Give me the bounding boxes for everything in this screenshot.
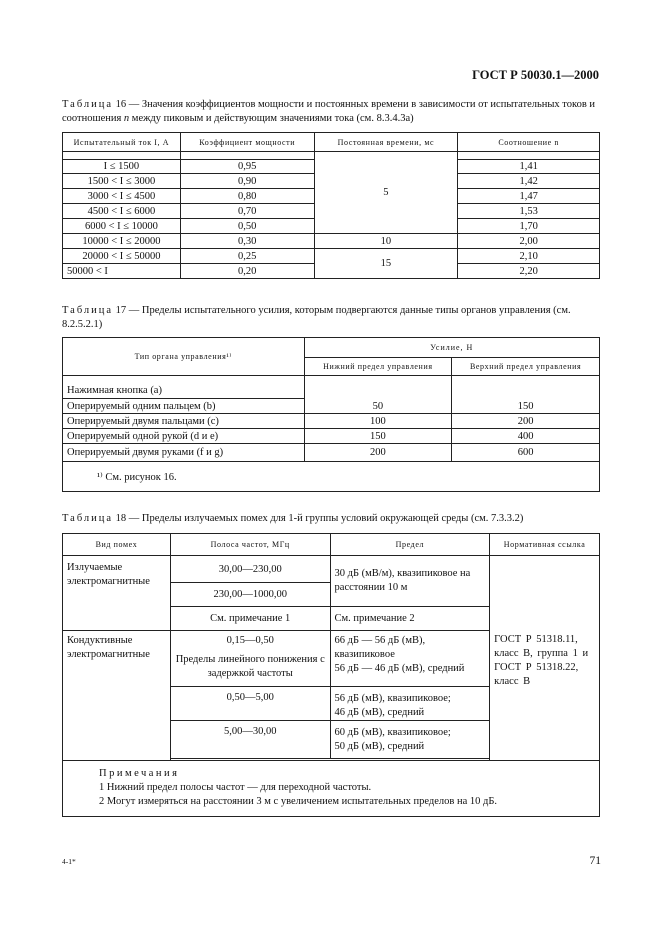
cell-band: 0,50—5,00 [170, 687, 330, 721]
col-header-upper-limit: Верхний предел управления [452, 358, 600, 376]
cell-lower: 100 [304, 414, 452, 429]
col-header-power-factor: Коэффициент мощности [180, 133, 314, 152]
col-header-limit: Предел [330, 534, 490, 556]
caption-number: 18 [115, 513, 127, 524]
cell-pf: 0,20 [180, 264, 314, 279]
time-constant-15: 15 [314, 249, 458, 279]
cell-reference: ГОСТ Р 51318.11, класс В, группа 1 и ГОСТ Р 51318.22, класс В [490, 556, 600, 761]
cell-pf: 0,25 [180, 249, 314, 264]
cell-lower: 150 [304, 429, 452, 444]
cell-current: 20000 < I ≤ 50000 [63, 249, 181, 264]
cell-lower: 50 [304, 376, 452, 414]
cell-radiated-limit: 30 дБ (мВ/м), квазипиковое на расстоянии 10 м [330, 556, 490, 607]
cell-pf: 0,70 [180, 204, 314, 219]
band-range: 0,15—0,50 [226, 635, 274, 646]
table-row [63, 429, 600, 444]
col-header-interference-type: Вид помех [63, 534, 171, 556]
table17 [62, 337, 600, 492]
col-header-reference: Нормативная ссылка [490, 534, 600, 556]
col-header-current: Испытательный ток I, А [63, 133, 181, 152]
cell-band: 230,00—1000,00 [170, 583, 330, 607]
col-header-control-type: Тип органа управления¹⁾ [63, 338, 305, 376]
cell-ratio: 1,53 [458, 204, 600, 219]
cell-control-type: Оперируемый одним пальцем (b) [63, 399, 305, 414]
cell-pf: 0,95 [180, 160, 314, 174]
caption-text: — Пределы испытательного усилия, которым подвергаются данные типы органов управления (см. 8.2.5.2.1) [62, 305, 571, 330]
cell-current: I ≤ 1500 [63, 160, 181, 174]
col-header-force: Усилие, Н [304, 338, 599, 358]
cell-upper: 200 [452, 414, 600, 429]
cell-band: 5,00—30,00 [170, 721, 330, 759]
band-extra: Пределы линейного понижения с задержкой частоты [175, 654, 325, 679]
caption-number: 17 [115, 305, 127, 316]
cell-ratio: 2,00 [458, 234, 600, 249]
cell-current: 50000 < I [63, 264, 181, 279]
table18-caption [62, 512, 602, 526]
cell-current: 6000 < I ≤ 10000 [63, 219, 181, 234]
cell-ratio: 1,41 [458, 160, 600, 174]
cell-upper: 150 [452, 376, 600, 414]
table18-notes [63, 761, 600, 817]
cell-ratio: 1,42 [458, 174, 600, 189]
cell-current: 1500 < I ≤ 3000 [63, 174, 181, 189]
document-code: ГОСТ Р 50030.1—2000 [472, 68, 599, 82]
caption-text: — Значения коэффициентов мощности и постоянных времени в зависимости от испытательных токов и соотношения [62, 99, 596, 124]
caption-tail: между пиковым и действующим значениями тока (см. 8.3.4.3а) [129, 113, 414, 124]
cell-control-type: Оперируемый одной рукой (d и e) [63, 429, 305, 444]
caption-label: Таблица [62, 305, 114, 316]
time-constant-10: 10 [314, 234, 458, 249]
cell-limit: 56 дБ (мВ), квазипиковое; 46 дБ (мВ), средний [330, 687, 490, 721]
cell-ratio: 2,10 [458, 249, 600, 264]
col-header-lower-limit: Нижний предел управления [304, 358, 452, 376]
cell-pf: 0,90 [180, 174, 314, 189]
cell-upper: 400 [452, 429, 600, 444]
cell-radiated-type: Излучаемые электромагнитные [63, 556, 171, 631]
table-row [63, 414, 600, 429]
cell-band [170, 631, 330, 687]
table16 [62, 132, 600, 279]
table17-footnote: ¹⁾ См. рисунок 16. [63, 462, 600, 492]
note-1: 1 Нижний предел полосы частот — для переходной частоты. [99, 782, 372, 793]
cell-limit: 60 дБ (мВ), квазипиковое; 50 дБ (мВ), средний [330, 721, 490, 759]
table-row [63, 444, 600, 462]
note-2: 2 Могут измеряться на расстоянии 3 м с увеличением испытательных пределов на 10 дБ. [99, 796, 497, 807]
cell-control-type: Оперируемый двумя руками (f и g) [63, 444, 305, 462]
cell-ratio: 1,47 [458, 189, 600, 204]
table17-caption [62, 304, 602, 332]
cell-control-type [63, 384, 305, 399]
caption-label: Таблица [62, 99, 114, 110]
cell-ratio: 2,20 [458, 264, 600, 279]
cell-upper: 600 [452, 444, 600, 462]
cell-conducted-type: Кондуктивные электромагнитные [63, 631, 171, 761]
caption-label: Таблица [62, 513, 114, 524]
cell-current: 10000 < I ≤ 20000 [63, 234, 181, 249]
table16-caption [62, 98, 602, 126]
caption-number: 16 [115, 99, 127, 110]
time-constant-5: 5 [314, 152, 458, 234]
page-mark: 4-1* [62, 857, 76, 866]
table-row [63, 234, 600, 249]
table-row [63, 249, 600, 264]
page-number: 71 [589, 855, 601, 867]
caption-text: — Пределы излучаемых помех для 1-й группы условий окружающей среды (см. 7.3.3.2) [126, 513, 524, 524]
cell-pf: 0,80 [180, 189, 314, 204]
cell-band: 30,00—230,00 [170, 556, 330, 583]
cell-control-type: Оперируемый двумя пальцами (c) [63, 414, 305, 429]
cell-current: 3000 < I ≤ 4500 [63, 189, 181, 204]
col-header-frequency-band: Полоса частот, МГц [170, 534, 330, 556]
caption-n: n [123, 113, 130, 124]
cell-lower: 200 [304, 444, 452, 462]
cell-current: 4500 < I ≤ 6000 [63, 204, 181, 219]
cell-pf: 0,30 [180, 234, 314, 249]
table-row [63, 556, 600, 583]
col-header-ratio: Соотношение n [458, 133, 600, 152]
cell-band-note: См. примечание 1 [170, 607, 330, 631]
cell-limit-note: См. примечание 2 [330, 607, 490, 631]
notes-title: Примечания [99, 768, 180, 779]
cell-ratio: 1,70 [458, 219, 600, 234]
control-type-text: Нажимная кнопка (a) [67, 385, 162, 397]
cell-pf: 0,50 [180, 219, 314, 234]
col-header-time-constant: Постоянная времени, мс [314, 133, 458, 152]
table18 [62, 533, 600, 817]
cell-limit: 66 дБ — 56 дБ (мВ), квазипиковое 56 дБ — 46 дБ (мВ), средний [330, 631, 490, 687]
